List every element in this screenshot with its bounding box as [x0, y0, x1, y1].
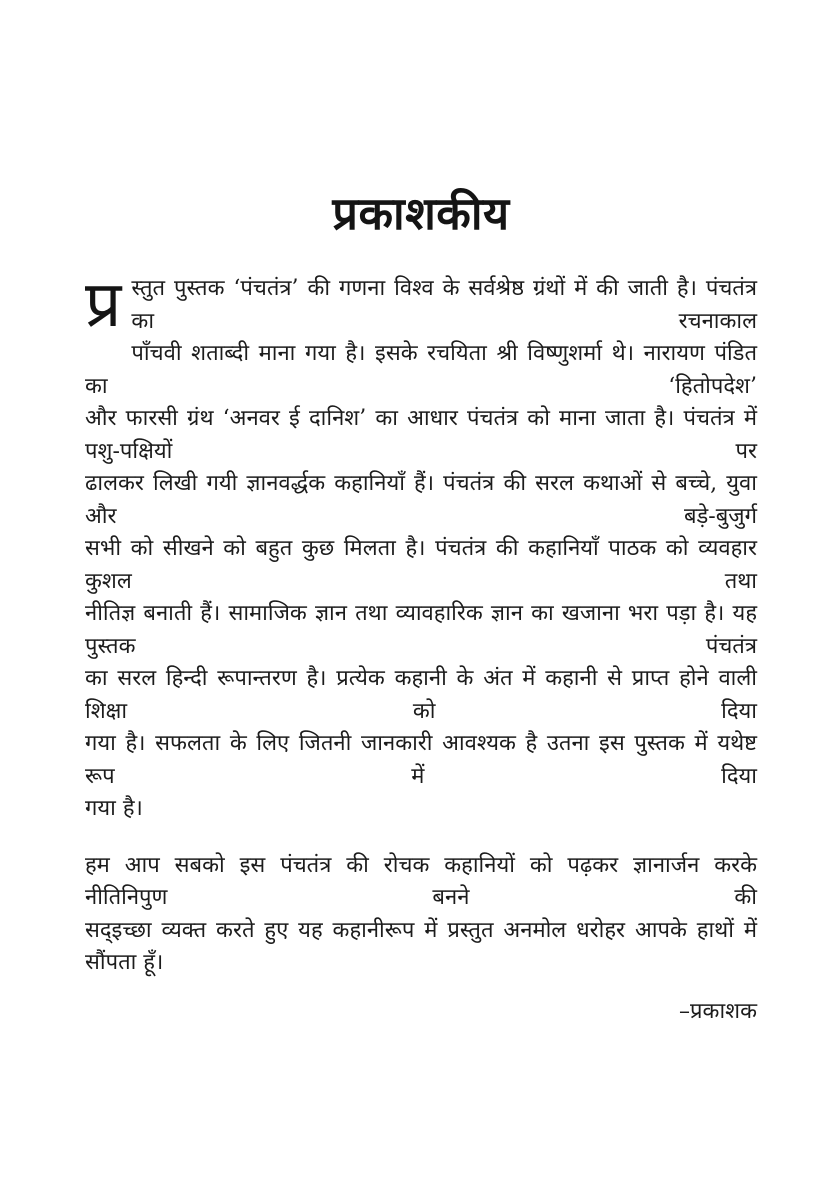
text-line: गया है। सफलता के लिए जितनी जानकारी आवश्यक है उतना इस पुस्तक में यथेष्ट रूप में दिया: [85, 731, 757, 789]
text-line: ढालकर लिखी गयी ज्ञानवर्द्धक कहानियाँ हैं। पंचतंत्र की सरल कथाओं से बच्चे, युवा और बड़े-बुजुर्ग: [85, 471, 757, 529]
text-line: पाँचवी शताब्दी माना गया है। इसके रचयिता श्री विष्णुशर्मा थे। नारायण पंडित का ‘हितोपदेश’: [85, 341, 757, 399]
text-line: स्तुत पुस्तक ‘पंचतंत्र’ की गणना विश्व के सर्वश्रेष्ठ ग्रंथों में की जाती है। पंचतंत्र का रचनाकाल: [131, 276, 757, 334]
text-line: सभी को सीखने को बहुत कुछ मिलता है। पंचतंत्र की कहानियाँ पाठक को व्यवहार कुशल तथा: [85, 536, 757, 594]
text-line: का सरल हिन्दी रूपान्तरण है। प्रत्येक कहानी के अंत में कहानी से प्राप्त होने वाली शिक्षा को दिया: [85, 666, 757, 724]
text-line: गया है।: [85, 796, 143, 821]
paragraph-1-lines: [85, 268, 757, 826]
page-title: प्रकाशकीय: [332, 187, 510, 240]
text-line: और फारसी ग्रंथ ‘अनवर ई दानिश’ का आधार पंचतंत्र को माना जाता है। पंचतंत्र में पशु-पक्षियों पर: [85, 406, 757, 464]
drop-cap: प्र: [85, 268, 122, 342]
text-line: सद्इच्छा व्यक्त करते हुए यह कहानीरूप में प्रस्तुत अनमोल धरोहर आपके हाथों में सौंपता हूँ।: [85, 917, 757, 975]
paragraph-2-lines: [85, 850, 757, 980]
publisher-note-paragraph-1: [85, 268, 757, 826]
text-line: हम आप सबको इस पंचतंत्र की रोचक कहानियों को पढ़कर ज्ञानार्जन करके नीतिनिपुण बनने की: [85, 852, 757, 910]
text-line: नीतिज्ञ बनाती हैं। सामाजिक ज्ञान तथा व्यावहारिक ज्ञान का खजाना भरा पड़ा है। यह पुस्तक पंचतंत्र: [85, 601, 757, 659]
publisher-note-paragraph-2: [85, 850, 757, 980]
publisher-signature: –प्रकाशक: [679, 998, 757, 1024]
